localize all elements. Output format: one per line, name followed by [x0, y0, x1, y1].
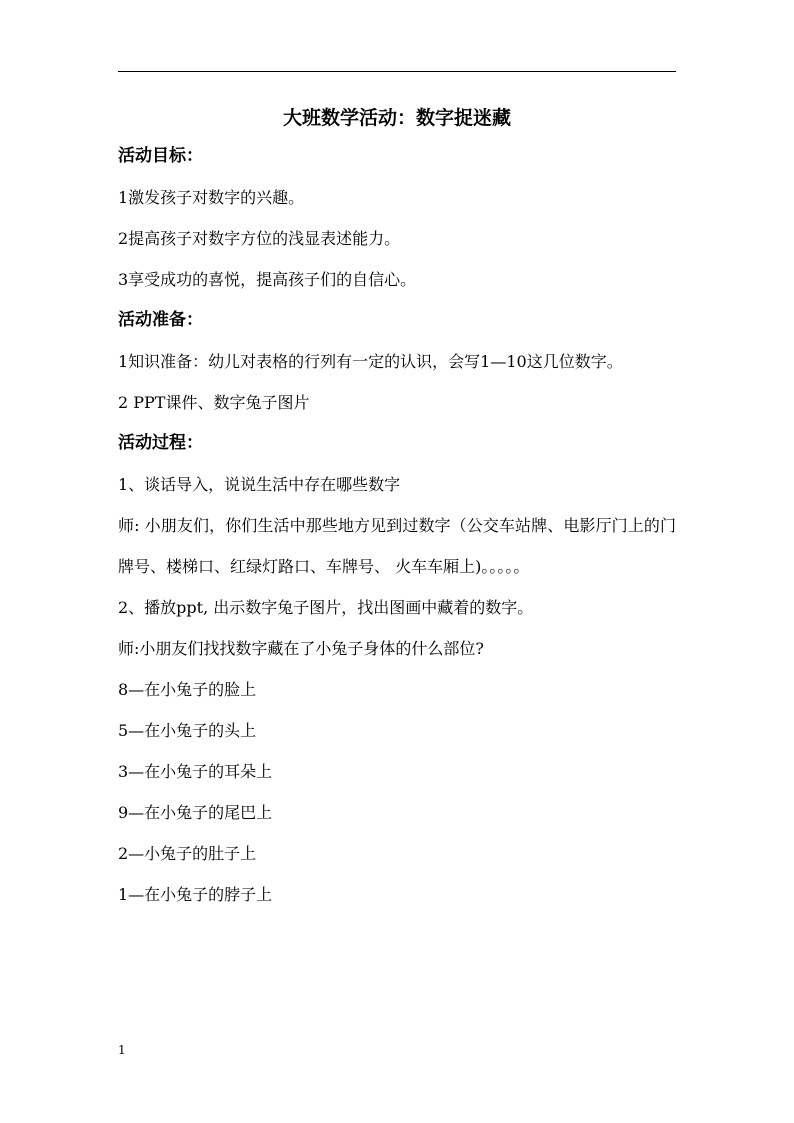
teacher-dialogue-2: 师:小朋友们找找数字藏在了小兔子身体的什么部位? [118, 639, 484, 658]
teacher-dialogue-1: 师: 小朋友们，你们生活中那些地方见到过数字（公交车站牌、电影厅门上的门牌号、楼梯口、红绿灯路口、车牌号、 火车车厢上)。。。。。 [118, 516, 676, 576]
answer-item: 5—在小兔子的头上 [118, 721, 257, 740]
document-body [118, 100, 676, 915]
document-title: 大班数学活动：数字捉迷藏 [282, 107, 511, 129]
prep-item-materials: 2 PPT课件、数字兔子图片 [118, 393, 310, 412]
process-step-1: 1、谈话导入，说说生活中存在哪些数字 [118, 475, 401, 494]
goal-item: 3享受成功的喜悦，提高孩子们的自信心。 [118, 270, 417, 289]
answer-item: 3—在小兔子的耳朵上 [118, 762, 273, 781]
page-number: 1 [118, 1043, 126, 1057]
process-step-2: 2、播放ppt, 出示数字兔子图片，找出图画中藏着的数字。 [118, 598, 534, 617]
answer-item: 2—小兔子的肚子上 [118, 844, 257, 863]
goal-item: 2提高孩子对数字方位的浅显表述能力。 [118, 229, 401, 248]
answer-item: 9—在小兔子的尾巴上 [118, 803, 273, 822]
prep-heading: 活动准备： [118, 310, 203, 330]
process-heading: 活动过程： [118, 433, 203, 453]
answer-item: 8—在小兔子的脸上 [118, 680, 257, 699]
goal-item: 1激发孩子对数字的兴趣。 [118, 188, 305, 207]
header-rule [118, 71, 676, 72]
prep-item-knowledge: 1知识准备：幼儿对表格的行列有一定的认识，会写1—10这几位数字。 [118, 352, 623, 371]
answer-item: 1—在小兔子的脖子上 [118, 885, 273, 904]
goals-heading: 活动目标： [118, 146, 203, 166]
